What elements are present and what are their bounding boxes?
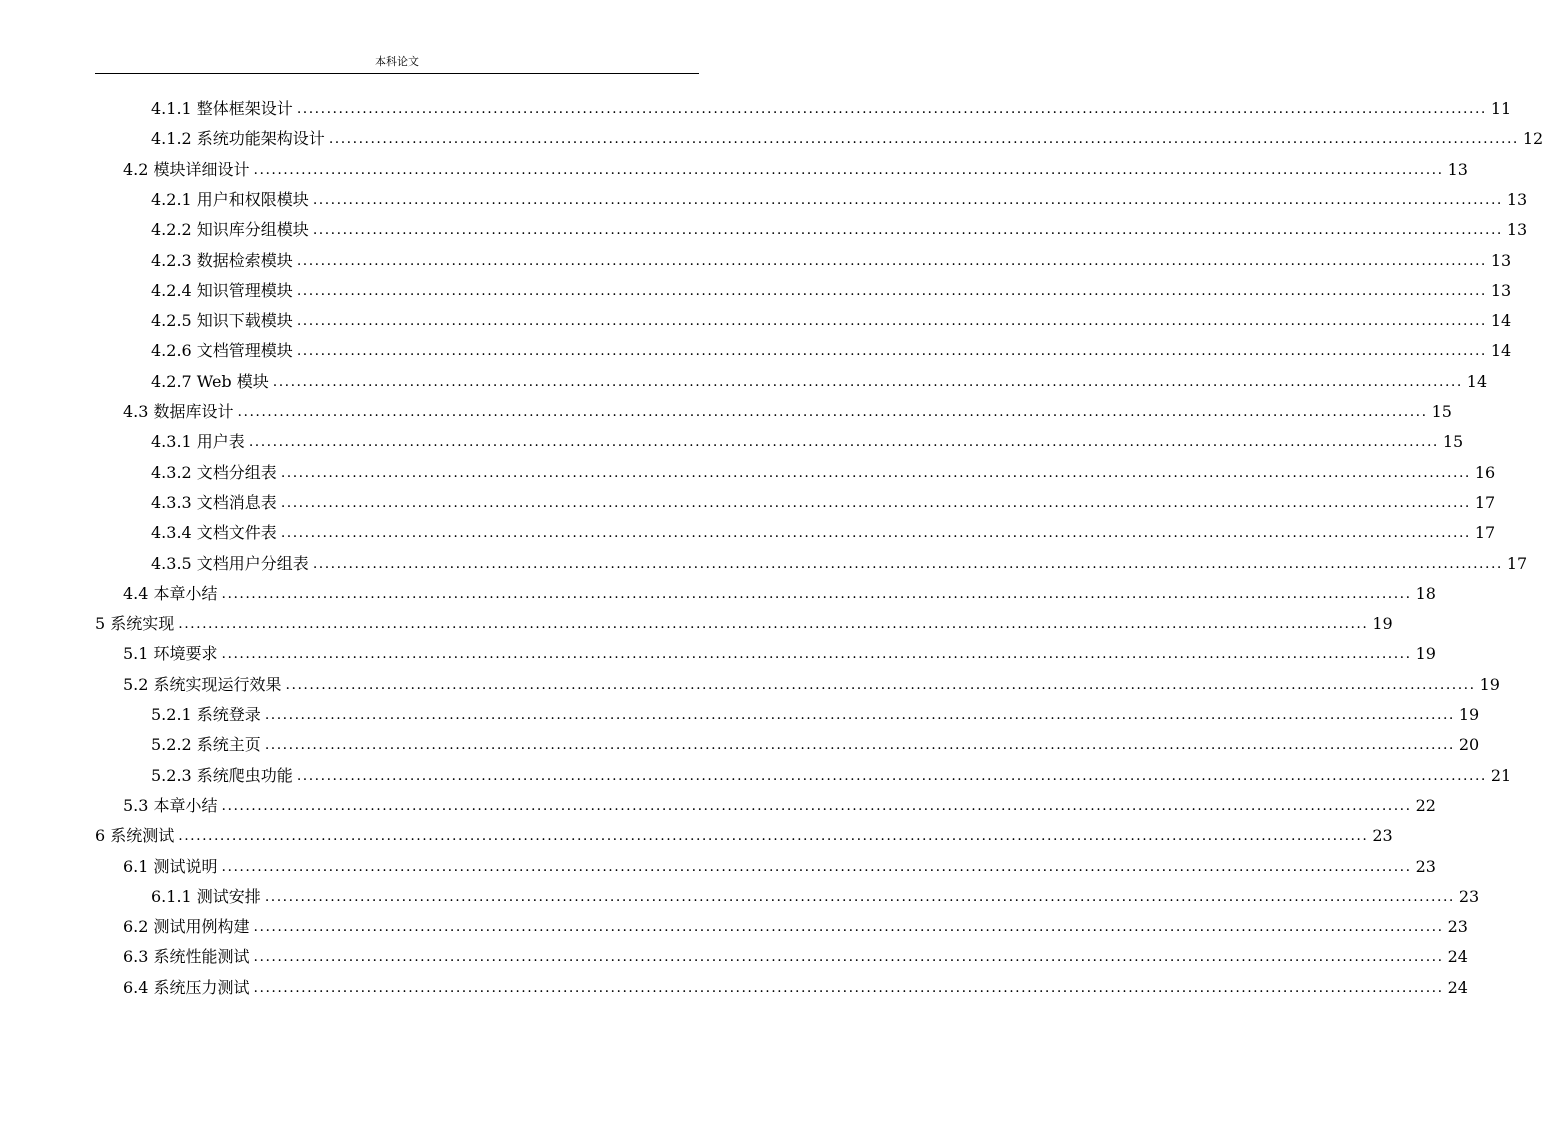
toc-entry[interactable] bbox=[151, 458, 1496, 488]
toc-entry-page: 18 bbox=[1415, 583, 1436, 603]
toc-entry-page: 23 bbox=[1415, 856, 1436, 876]
toc-entry[interactable] bbox=[123, 942, 1468, 972]
toc-entry-page: 23 bbox=[1447, 917, 1468, 937]
toc-entry[interactable] bbox=[123, 155, 1468, 185]
toc-entry-page: 15 bbox=[1431, 402, 1452, 421]
toc-dot-leader: ........................................................................................................................................................................................................ bbox=[253, 979, 1444, 996]
toc-entry[interactable] bbox=[95, 609, 1393, 639]
toc-dot-leader: ........................................................................................................................................................................................................ bbox=[312, 191, 1503, 208]
toc-entry[interactable] bbox=[123, 791, 1436, 821]
toc-entry-label: 4.2.2 知识库分组模块 bbox=[151, 220, 309, 240]
toc-dot-leader: ........................................................................................................................................................................................................ bbox=[178, 616, 1369, 633]
toc-entry-page: 19 bbox=[1415, 644, 1436, 664]
toc-dot-leader: ........................................................................................................................................................................................................ bbox=[296, 313, 1487, 330]
toc-entry[interactable] bbox=[151, 336, 1512, 366]
toc-entry-label: 5.2 系统实现运行效果 bbox=[123, 674, 282, 694]
toc-entry-page: 23 bbox=[1372, 826, 1393, 846]
toc-entry-label: 6.2 测试用例构建 bbox=[123, 917, 250, 937]
toc-entry-label: 4.2.3 数据检索模块 bbox=[151, 250, 293, 270]
toc-entry-page: 21 bbox=[1490, 765, 1512, 785]
toc-entry[interactable] bbox=[151, 518, 1496, 548]
toc-entry[interactable] bbox=[95, 821, 1393, 851]
toc-entry-page: 24 bbox=[1447, 977, 1468, 997]
toc-entry-label: 6.4 系统压力测试 bbox=[123, 977, 250, 997]
toc-entry-page: 13 bbox=[1490, 280, 1512, 300]
toc-entry[interactable] bbox=[151, 488, 1496, 518]
toc-dot-leader: ........................................................................................................................................................................................................ bbox=[264, 737, 1455, 754]
toc-entry-label: 5.1 环境要求 bbox=[123, 644, 218, 664]
toc-entry[interactable] bbox=[151, 185, 1528, 215]
toc-entry-label: 4.2.5 知识下载模块 bbox=[151, 311, 293, 331]
toc-entry[interactable] bbox=[123, 397, 1452, 427]
toc-entry-page: 19 bbox=[1372, 614, 1393, 634]
toc-entry-label: 5.2.1 系统登录 bbox=[151, 705, 261, 724]
toc-entry-label: 4.3 数据库设计 bbox=[123, 402, 234, 421]
toc-entry-label: 4.1.2 系统功能架构设计 bbox=[151, 129, 325, 149]
toc-entry[interactable] bbox=[123, 639, 1436, 669]
toc-entry-label: 6.1.1 测试安排 bbox=[151, 886, 261, 906]
toc-entry-label: 4.2 模块详细设计 bbox=[123, 159, 250, 179]
toc-dot-leader: ........................................................................................................................................................................................................ bbox=[312, 555, 1503, 572]
toc-dot-leader: ........................................................................................................................................................................................................ bbox=[296, 252, 1487, 269]
toc-entry-label: 4.3.2 文档分组表 bbox=[151, 462, 277, 482]
toc-entry[interactable] bbox=[123, 973, 1468, 1003]
toc-entry-page: 13 bbox=[1506, 220, 1528, 240]
toc-entry-label: 6.3 系统性能测试 bbox=[123, 947, 250, 967]
toc-entry-page: 13 bbox=[1506, 189, 1528, 209]
toc-entry-label: 4.4 本章小结 bbox=[123, 583, 218, 603]
toc-dot-leader: ........................................................................................................................................................................................................ bbox=[178, 828, 1369, 845]
toc-dot-leader: ........................................................................................................................................................................................................ bbox=[253, 919, 1444, 936]
toc-entry[interactable] bbox=[151, 124, 1543, 154]
toc-entry[interactable] bbox=[151, 882, 1480, 912]
toc-entry-page: 23 bbox=[1458, 886, 1480, 906]
toc-dot-leader: ........................................................................................................................................................................................................ bbox=[296, 767, 1487, 784]
toc-entry-page: 12 bbox=[1522, 129, 1543, 149]
toc-dot-leader: ........................................................................................................................................................................................................ bbox=[221, 585, 1412, 602]
toc-entry-page: 19 bbox=[1458, 705, 1480, 724]
toc-entry-label: 6.1 测试说明 bbox=[123, 856, 218, 876]
toc-entry-page: 14 bbox=[1466, 371, 1488, 391]
toc-entry-page: 14 bbox=[1490, 341, 1512, 361]
page-header bbox=[95, 55, 699, 74]
toc-entry-label: 4.3.3 文档消息表 bbox=[151, 492, 277, 512]
header-title: 本科论文 bbox=[375, 55, 419, 68]
toc-entry-label: 4.1.1 整体框架设计 bbox=[151, 99, 293, 118]
toc-entry-page: 14 bbox=[1490, 311, 1512, 331]
toc-entry-page: 16 bbox=[1474, 462, 1496, 482]
toc-entry-label: 4.2.4 知识管理模块 bbox=[151, 280, 293, 300]
toc-entry-page: 17 bbox=[1474, 523, 1496, 543]
toc-entry-label: 4.2.6 文档管理模块 bbox=[151, 341, 293, 361]
toc-entry-label: 5.3 本章小结 bbox=[123, 795, 218, 815]
toc-dot-leader: ........................................................................................................................................................................................................ bbox=[280, 494, 1471, 511]
toc-entry[interactable] bbox=[151, 427, 1464, 457]
toc-entry-label: 4.2.1 用户和权限模块 bbox=[151, 189, 309, 209]
toc-entry-page: 11 bbox=[1490, 99, 1512, 118]
toc-entry-label: 4.3.5 文档用户分组表 bbox=[151, 553, 309, 573]
toc-entry-page: 19 bbox=[1479, 674, 1500, 694]
toc-dot-leader: ........................................................................................................................................................................................................ bbox=[296, 343, 1487, 360]
toc-entry[interactable] bbox=[151, 306, 1512, 336]
toc-dot-leader: ........................................................................................................................................................................................................ bbox=[285, 676, 1476, 693]
toc-dot-leader: ........................................................................................................................................................................................................ bbox=[264, 888, 1455, 905]
toc-entry[interactable] bbox=[151, 246, 1512, 276]
toc-dot-leader: ........................................................................................................................................................................................................ bbox=[221, 858, 1412, 875]
toc-entry[interactable] bbox=[123, 670, 1500, 700]
toc-entry[interactable] bbox=[151, 276, 1512, 306]
toc-entry-page: 17 bbox=[1474, 492, 1496, 512]
toc-entry[interactable] bbox=[151, 730, 1480, 760]
toc-entry[interactable] bbox=[123, 579, 1436, 609]
toc-entry[interactable] bbox=[151, 367, 1488, 397]
toc-dot-leader: ........................................................................................................................................................................................................ bbox=[296, 101, 1487, 117]
toc-entry[interactable] bbox=[151, 700, 1480, 730]
toc-entry-page: 22 bbox=[1415, 795, 1436, 815]
toc-entry-label: 5.2.2 系统主页 bbox=[151, 735, 261, 755]
toc-entry-page: 24 bbox=[1447, 947, 1468, 967]
toc-dot-leader: ........................................................................................................................................................................................................ bbox=[221, 646, 1412, 663]
toc-entry[interactable] bbox=[151, 94, 1512, 124]
toc-dot-leader: ........................................................................................................................................................................................................ bbox=[248, 434, 1439, 451]
toc-entry[interactable] bbox=[151, 215, 1528, 245]
toc-entry[interactable] bbox=[123, 912, 1468, 942]
toc-entry-label: 4.3.1 用户表 bbox=[151, 432, 245, 452]
toc-entry[interactable] bbox=[123, 852, 1436, 882]
toc-dot-leader: ........................................................................................................................................................................................................ bbox=[253, 161, 1444, 178]
toc-dot-leader: ........................................................................................................................................................................................................ bbox=[280, 464, 1471, 481]
toc-entry-label: 4.2.7 Web 模块 bbox=[151, 371, 269, 391]
toc-dot-leader: ........................................................................................................................................................................................................ bbox=[221, 797, 1412, 814]
toc-dot-leader: ........................................................................................................................................................................................................ bbox=[328, 131, 1519, 148]
toc-dot-leader: ........................................................................................................................................................................................................ bbox=[272, 373, 1463, 390]
toc-entry-label: 4.3.4 文档文件表 bbox=[151, 523, 277, 543]
toc-entry[interactable] bbox=[151, 761, 1512, 791]
toc-dot-leader: ........................................................................................................................................................................................................ bbox=[264, 707, 1455, 723]
toc-entry-label: 5 系统实现 bbox=[95, 614, 175, 634]
toc-dot-leader: ........................................................................................................................................................................................................ bbox=[312, 222, 1503, 239]
header-divider bbox=[95, 73, 699, 74]
toc-entry-page: 15 bbox=[1442, 432, 1464, 452]
toc-dot-leader: ........................................................................................................................................................................................................ bbox=[253, 949, 1444, 966]
toc-entry-label: 6 系统测试 bbox=[95, 826, 175, 846]
toc-entry-label: 5.2.3 系统爬虫功能 bbox=[151, 765, 293, 785]
toc-entry-page: 13 bbox=[1447, 159, 1468, 179]
toc-entry-page: 20 bbox=[1458, 735, 1480, 755]
toc-entry[interactable] bbox=[151, 549, 1528, 579]
toc-entry-page: 13 bbox=[1490, 250, 1512, 270]
toc-dot-leader: ........................................................................................................................................................................................................ bbox=[237, 404, 1428, 420]
toc-entry-page: 17 bbox=[1506, 553, 1528, 573]
toc-dot-leader: ........................................................................................................................................................................................................ bbox=[280, 525, 1471, 542]
toc-dot-leader: ........................................................................................................................................................................................................ bbox=[296, 282, 1487, 299]
